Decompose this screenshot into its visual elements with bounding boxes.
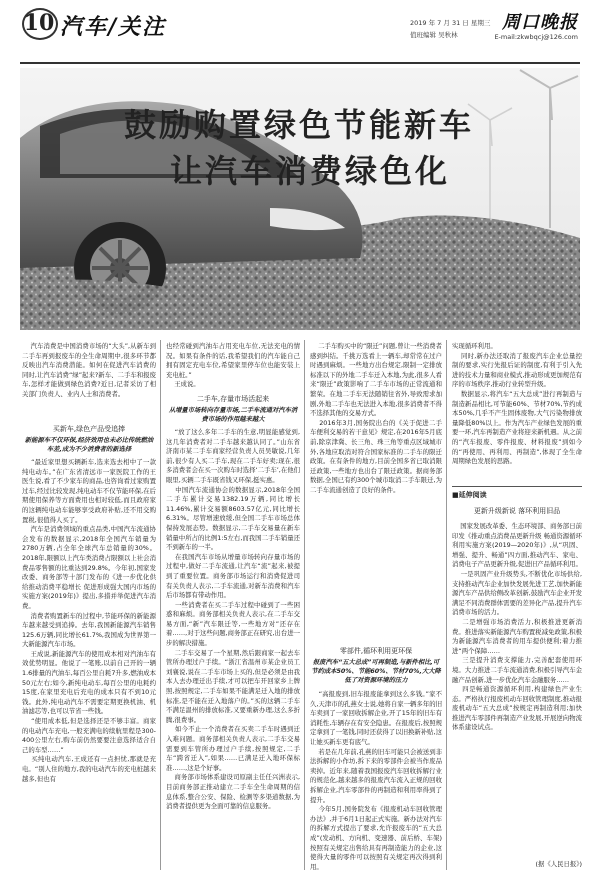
banner-illustration [20,68,580,330]
subhead-parts-deck: 报废汽车“五大总成”可再制造,与新件相比,可节约成本50%、节能60%、节材70%,大大降低了对资源环境的压力 [311,659,441,684]
subhead-parts: 零部件,循环利用更环保 [339,647,413,655]
editor-line: 值班编辑 吴秋林 [410,31,458,39]
sidebar-body: 国家发展改革委、生态环境部、商务部日前印发《推动重点消费品更新升级 畅通资源循环利用实施方案(2019—2020年)》,从“巩固、增强、提升、畅通”四方面,推动汽车、家电、消费电子产品更新升级,促进旧产品循环利用。 一是巩固产业升级势头,不断优化市场供给,支持推动汽车企业加快发展先进工艺,加快新能源汽车产品供给侧改革创新,鼓励汽车企业开发满足不同消费群体需要的差异化产品,提升汽车消费市场的活力。 二是增强市场消费活力,积极推进更新消费。推进落实新能源汽车购置税减免政策,积极为新能源汽车消费者的用车提供便利;着力推进“两个保障…… 三是提升消费支撑能力,完善配套使用环境。大力推进二手车流通消费,积极引导汽车金融产品创新,进一步优化汽车金融服务…… 四是畅通资源循环利用,构建绿色产业生态。严格执行报废机动车回收管理制度,推动报废机动车“五大总成”按规定再制造利用;加快推进汽车零部件再制造产业发展,开展逆向物流体系建设试点。 [452,522,582,732]
section-title: 汽车/关注 [60,14,167,40]
date-line: 2019 年 7 月 31 日 星期三 [410,19,491,27]
subhead-new-car: 买新车,绿色产品受追捧 [52,425,126,433]
contact-email: E-mail:zkwbqcj@126.com [494,33,578,41]
subhead-used-car: 二手车,存量市场活起来 [196,395,270,403]
article-column-3: “高报废到,旧车报废能拿到这么多钱。”家不久,天津市的孔燕女士说,她将自家一辆多年的旧车卖到了一家回收拆解企业,开了15年的旧车有消耗性,车辆存在有安全隐患。在报废后,按照规定拿到了一笔钱,同时还获得了以旧换新补贴,这让她买新车更有底气。 若是在几年前,孔燕的旧车可能只会被送到非法拆解的小作坊,拆下来的零部件会被当作废品卖掉。近年来,随着我国报废汽车回收拆解行业的规范化,越来越多的报废汽车流入正规的回收拆解企业,汽车零部件的再制造和利用率得到了提升。 今年5月,国务院发布《报废机动车回收管理办法》,并于6月1日起正式实施。新办法对汽车的拆解方式提出了要求,允许报废车的“五大总成”(发动机、方向机、变速器、前后桥、车架)按照有关规定出售给具有再制造能力的企业,这使得大量的零件可以按照有关规定再次得到利用。 [310,690,442,870]
sidebar-headline: 更新升级新说 落环利用旧品 [473,507,561,515]
sidebar-label: ■延伸阅读 [452,491,487,499]
column-divider [446,340,447,870]
headline-line-2: 让汽车消费绿色化 [170,152,451,190]
column-divider [304,340,305,870]
article-intro: 汽车消费是中国消费市场的“大头”,从新车到二手车再到报废车的全生命周期中,很多环节都反映出汽车消费潜能。如何在促进汽车消费的同时,让汽车消费“绿”起来?新车、二手车和报废车,怎样才能做到绿色消费?近日,记者采访了相关部门负责人、业内人士和消费者。 [22,342,156,398]
page-number: 10 [23,10,55,36]
column-divider [160,340,161,870]
source-credit: (据《人民日报》) [535,860,582,868]
article-column-2: “放了这么多年二手车的生意,明显能感觉到,这几年消费者对二手车越来越认同了。”山东省济南市某二手车商家经营负责人员吴敏说,几年前,很少有人买二手车,现在二手车好卖;现在,很多消费者会在买一次购车时选择‘二手车’,在他们眼里,买辆二手车既省钱又环保,挺实惠。 中国汽车流通协会的数据显示,2018年全国二手车累计交易1382.19万辆,同比增长11.46%,累计交易额8603.57亿元,同比增长6.31%。尽管增速放缓,但全国二手车市场总体保持发展态势。数据显示,二手车交易量在新车销量中所占的比例1:5左右,而我国二手车销量还不到新车的一半。 在我国汽车市场从增量市场转向存量市场的过程中,做好二手车流通,让汽车“流”起来,被提到了重要位置。商务部市场运行和消费促进司有关负责人表示,二手车流通,对新车消费和汽车后市场都有带动作用。 一些消费者在买二手车过程中碰到了一些困惑和麻烦。商务部相关负责人表示,在二手车交易方面,“新”汽车限迁等,一些地方对”还存在着……,对于这些问题,商务部正在研究,出台进一步的解决措施。 二手车交易了一个星期,然后跟商家一起去车管所办理过户手续。“浙江省温州市某企业员工刘襄说,说在二手车市场上买的,但是必须是由我本人去办理迁出手续,才可以把车开回家乡上牌照,按照规定,二手车如果不能满足迁入地的排放标准,是不能在迁入地落户的。”买的这辆二手车不满足温州的排放标准,又要重新办理,这么多折腾,很费事。 如今不止一个消费者在买卖二手车时遇到迁入难问题。商务部相关负责人表示,二手车交易需要到车管所办理过户手续,按照规定,二手车“跨省迁入”,如果……已满足迁入地环保标准……,这是个好事。 商务部市场体系建设司原副主任任兴洲表示,目前商务部正推动建立二手车全生命周期的信息体系,整合公安、保险、检测等多渠道数据,为消费者提供更为全面可靠的信息服务。 [166,428,300,811]
article-column-1: “最近家里想买辆新车,选来选去相中了一款纯电动车。”在广东省清远市一家医院工作的王医生说,看了不少家车的商品,也咨询看过家购置过车,经过比较发现,纯电动车不仅节能环保,在后期使用保养等方面费用也相对较低,而且政府家的这辆纯电动车能够享受政府补贴,还不用交购置税,很值得人买了。 汽车是消费领域的重点品类,中国汽车流通协会发布的数据显示,2018年全国汽车销量为2780万辆,占全年全球汽车总销量的30%。2018年,限额以上汽车类消费占限额以上社会消费品零售额的比重达到29.8%。今年初,国家发改委、商务部等十部门发布的《进一步优化供给推动消费平稳增长 促进形成强大国内市场的实施方案(2019年)》提出,多措并举促进汽车消费。 消费者购置新车的过程中,节能环保的新能源车越来越受到追捧。去年,我国新能源汽车销售125.6万辆,同比增长61.7%,我国成为世界第一大新能源汽车市场。 王成说,新能源汽车的使用成本相对汽油车有效优势明显。他说了一笔账,以前自己开的一辆1.6排量的汽油车,每百公里自耗7升多,燃油成本50元左右;如今,新纯电动车,每百公里的电耗约15度,在家里充电后充电的成本只有不到10元钱。此外,纯电动汽车不需要定期更换机油、机油滤芯等,也可以节省一些钱。 “使用成本低,但是选择还是不够丰富。商家的电动汽车充电,一般充满电的续航里程是300-400公里左右,购车前仍然要要注意选择适合自己的车型……” 买纯电动汽车,王成还有一点担忧,那就是充电。“别人住的地方,我的电动汽车的充电桩越来越多,但也有 [22,458,156,783]
article-column-2-top: 也经常碰到汽油车占用充电车位,无法充电的情况。如果有条件的话,我希望我们的汽车能自己拥有固定充电车位,希望家里停车位也能安装上充电桩。” 王成说。 [166,342,300,389]
sidebar-rule [452,486,582,487]
article-column-3-top: 二手车购买中的“限迁”问题,曾让一些消费者感到纠结。千挑万选看上一辆车,却常常在过户时遇到麻烦。一些地方出台规定,限制一定排放标准以下的外地二手车迁入本地,为此,很多人看来“限迁”政策影响了二手车市场的正常流通和繁荣。在地二手车无法随销往省外,导致需求加剧,外地二手车也无法进入本地,很多消费者不得不选择其他的交易方式。 2016年3月,国务院出台的《关于促进二手车便利交易的若干意见》规定,在2016年5月底前,除京津冀、长三角、珠三角等重点区域城市外,各地应取消对符合国家标准的二手车的限迁政策。在有条件的地方,目前全国多省已取消限迁政策,一些地方也出台了限迁政策。据商务部数据,全国已有约300个城市取消二手车限迁,为二手车流通创造了良好的条件。 [310,342,442,494]
newspaper-brand: 周口晚报 [502,12,578,33]
header-rule [20,62,580,64]
headline-line-1: 鼓励购置绿色节能新车 [124,106,475,144]
subhead-new-car-deck: 新能源车不仅环保,经济效用也未必比传统燃油车差,成为不少消费者的新选择 [24,437,154,453]
subhead-used-car-deck: 从增量市场转向存量市场,二手车流通对汽车消费市场的作用越来越大 [168,407,298,423]
article-column-4-top: 实现循环利用。 同时,新办法还取消了报废汽车企业总量控制的要求,实行先报后证的制度,有利于引入先进的技术力量和商业模式,推动形成更加规范有序的市场秩序,推动行业转型升级。 数据显示,将汽车“五大总成”进行再制造与制造新品相比,可节能60%、节材70%,节约成本50%,几乎不产生固体废物,大气污染物排放量降低80%以上。作为汽车产业绿色发展的重要一环,汽车再制造产业将迎来新机遇。从之前的“汽车报废、零件报废、材料报废”到如今的“再使用、再利用、再制造”,体现了全生命周期绿色发展的思路。 [452,342,582,466]
